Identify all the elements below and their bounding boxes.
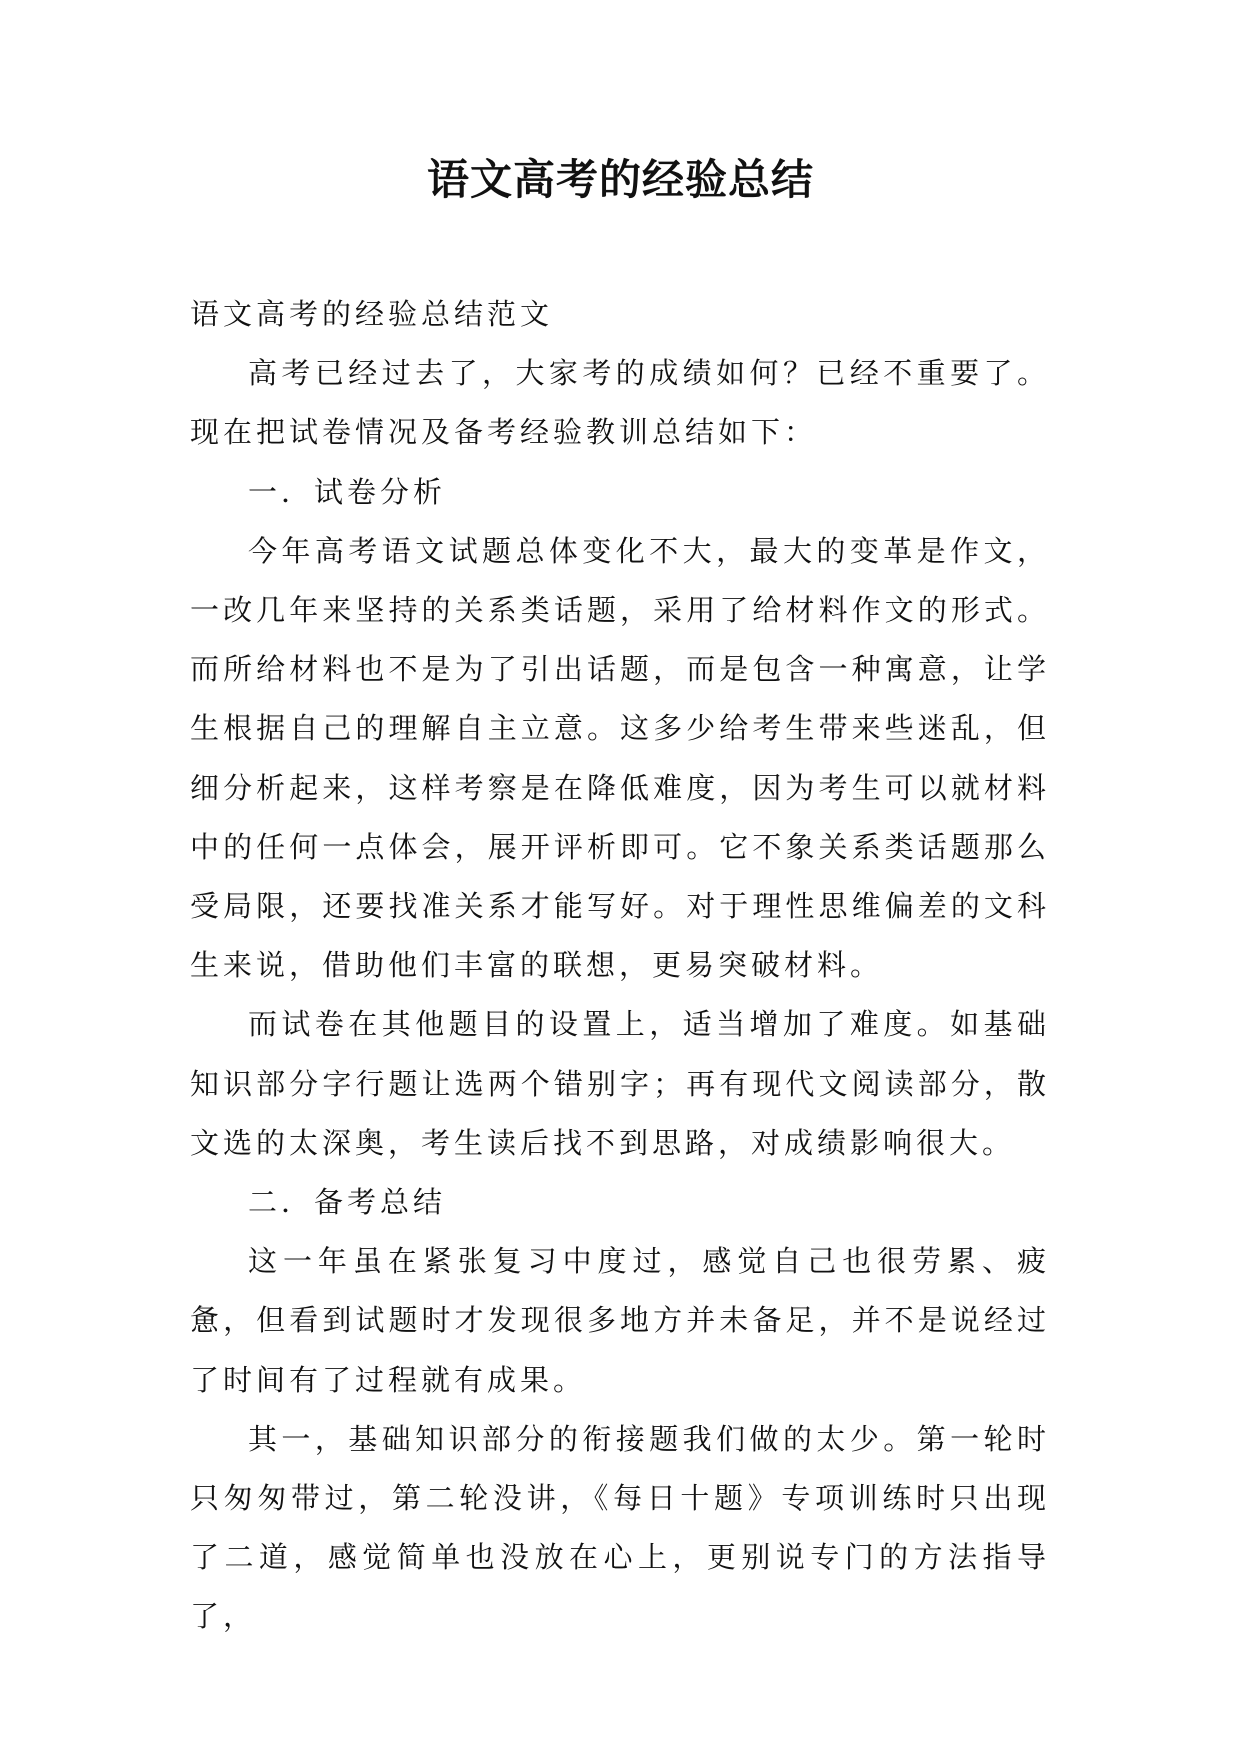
body-paragraph: 今年高考语文试题总体变化不大，最大的变革是作文，一改几年来坚持的关系类话题，采用了给材料作文的形式。而所给材料也不是为了引出话题，而是包含一种寓意，让学生根据自己的理解自主立意。这多少给考生带来些迷乱，但细分析起来，这样考察是在降低难度，因为考生可以就材料中的任何一点体会，展开评析即可。它不象关系类话题那么受局限，还要找准关系才能写好。对于理性思维偏差的文科生来说，借助他们丰富的联想，更易突破材料。: [190, 533, 1050, 983]
body-paragraph: 这一年虽在紧张复习中度过，感觉自己也很劳累、疲惫，但看到试题时才发现很多地方并未备足，并不是说经过了时间有了过程就有成果。: [190, 1244, 1050, 1397]
intro-paragraph: 高考已经过去了，大家考的成绩如何？已经不重要了。现在把试卷情况及备考经验教训总结如下：: [190, 356, 1050, 450]
document-title: 语文高考的经验总结: [426, 155, 814, 204]
body-paragraph: 而试卷在其他题目的设置上，适当增加了难度。如基础知识部分字行题让选两个错别字；再有现代文阅读部分，散文选的太深奥，考生读后找不到思路，对成绩影响很大。: [190, 1007, 1050, 1160]
subtitle-paragraph: 语文高考的经验总结范文: [190, 297, 554, 331]
section-heading-1: 一．试卷分析: [248, 474, 447, 509]
document-body: [190, 285, 1050, 1647]
section-heading-2: 二．备考总结: [248, 1185, 447, 1220]
body-paragraph: 其一，基础知识部分的衔接题我们做的太少。第一轮时只匆匆带过，第二轮没讲，《每日十题》专项训练时只出现了二道，感觉简单也没放在心上，更别说专门的方法指导了，: [190, 1421, 1050, 1634]
